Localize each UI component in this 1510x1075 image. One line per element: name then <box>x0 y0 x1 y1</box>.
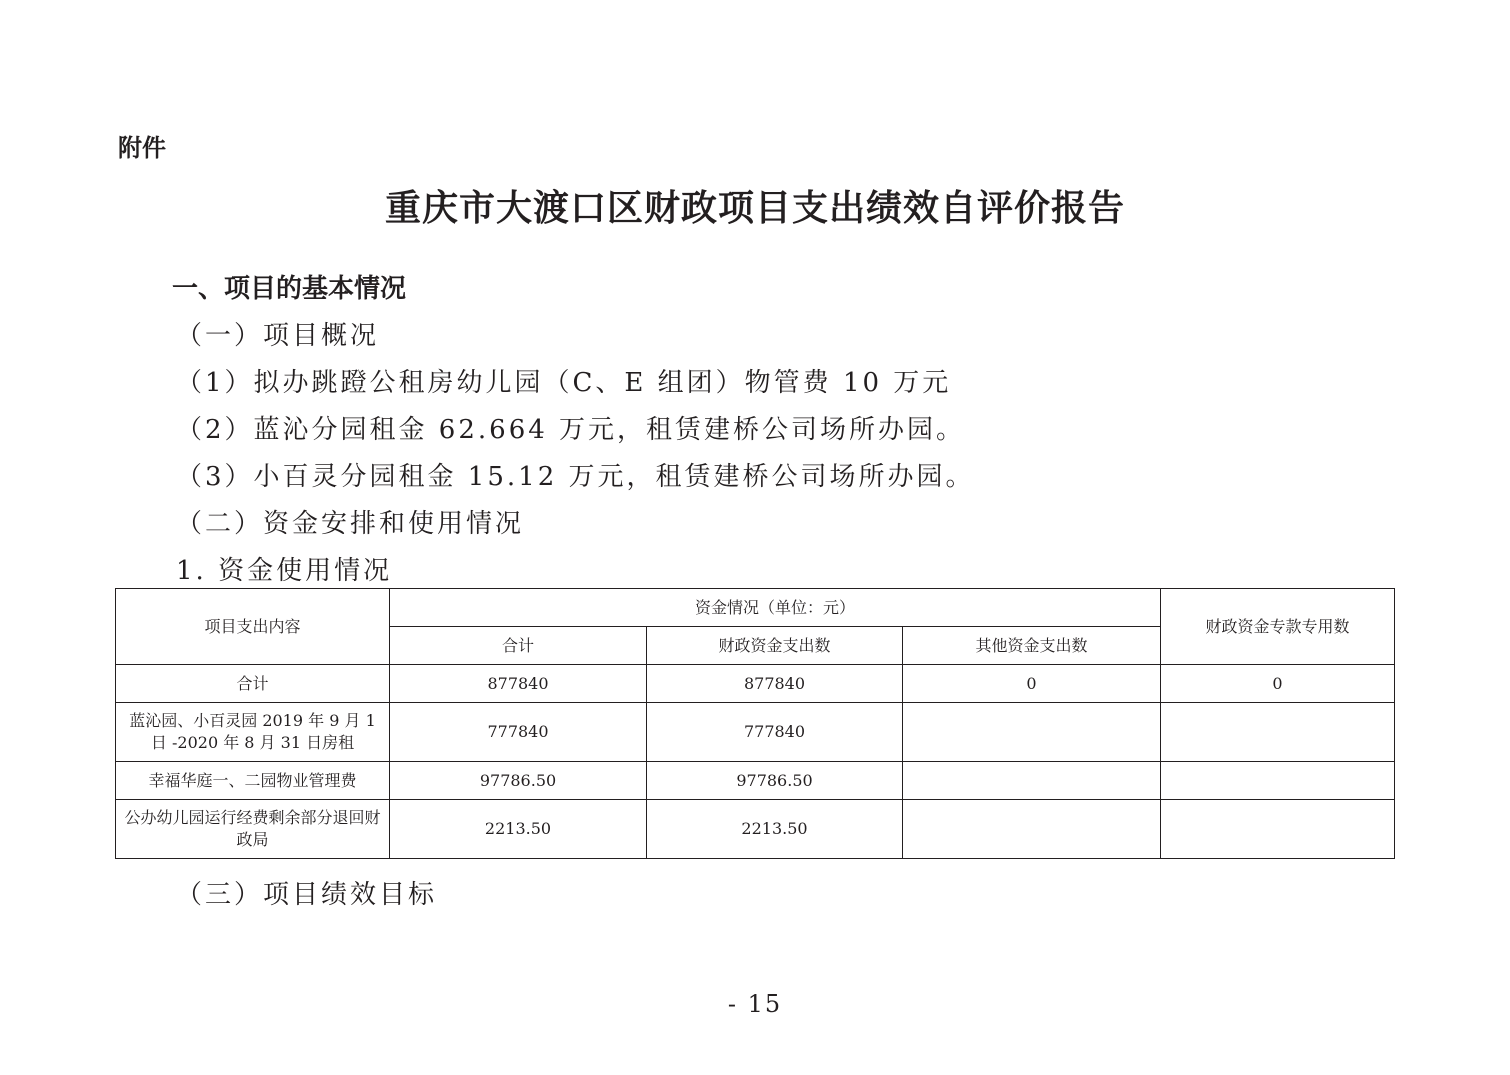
cell-other <box>903 762 1161 800</box>
cell-fiscal: 777840 <box>647 703 903 762</box>
subheading-funding-arrangement: （二）资金安排和使用情况 <box>176 509 525 539</box>
funding-table <box>115 588 1395 859</box>
overview-item-1: （1）拟办跳蹬公租房幼儿园（C、E 组团）物管费 10 万元 <box>176 368 952 398</box>
cell-total: 2213.50 <box>390 800 647 859</box>
cell-special <box>1161 703 1395 762</box>
subheading-project-overview: （一）项目概况 <box>176 321 380 351</box>
header-total: 合计 <box>390 627 647 665</box>
cell-total: 877840 <box>390 665 647 703</box>
cell-other <box>903 703 1161 762</box>
cell-other <box>903 800 1161 859</box>
subheading-performance-goals: （三）项目绩效目标 <box>176 880 438 910</box>
cell-special: 0 <box>1161 665 1395 703</box>
cell-total: 777840 <box>390 703 647 762</box>
section-heading-basic-info: 一、项目的基本情况 <box>172 274 407 304</box>
table-header-row <box>116 589 1395 627</box>
cell-total: 97786.50 <box>390 762 647 800</box>
header-funds-group: 资金情况（单位：元） <box>390 589 1161 627</box>
attachment-label: 附件 <box>118 134 166 162</box>
cell-item: 合计 <box>116 665 390 703</box>
page-number: - 15 <box>727 990 783 1018</box>
table-row <box>116 665 1395 703</box>
header-fiscal: 财政资金支出数 <box>647 627 903 665</box>
cell-special <box>1161 762 1395 800</box>
table-row <box>116 762 1395 800</box>
overview-item-2: （2）蓝沁分园租金 62.664 万元，租赁建桥公司场所办园。 <box>176 415 966 445</box>
cell-special <box>1161 800 1395 859</box>
cell-fiscal: 97786.50 <box>647 762 903 800</box>
document-title: 重庆市大渡口区财政项目支出绩效自评价报告 <box>384 187 1125 229</box>
cell-item: 幸福华庭一、二园物业管理费 <box>116 762 390 800</box>
funding-usage-label: 1. 资金使用情况 <box>176 556 393 586</box>
table-row <box>116 800 1395 859</box>
header-special: 财政资金专款专用数 <box>1161 589 1395 665</box>
cell-fiscal: 2213.50 <box>647 800 903 859</box>
cell-fiscal: 877840 <box>647 665 903 703</box>
header-other: 其他资金支出数 <box>903 627 1161 665</box>
cell-item: 公办幼儿园运行经费剩余部分退回财政局 <box>116 800 390 859</box>
header-item: 项目支出内容 <box>116 589 390 665</box>
cell-other: 0 <box>903 665 1161 703</box>
table-row <box>116 703 1395 762</box>
overview-item-3: （3）小百灵分园租金 15.12 万元，租赁建桥公司场所办园。 <box>176 462 975 492</box>
cell-item: 蓝沁园、小百灵园 2019 年 9 月 1 日 -2020 年 8 月 31 日房租 <box>116 703 390 762</box>
